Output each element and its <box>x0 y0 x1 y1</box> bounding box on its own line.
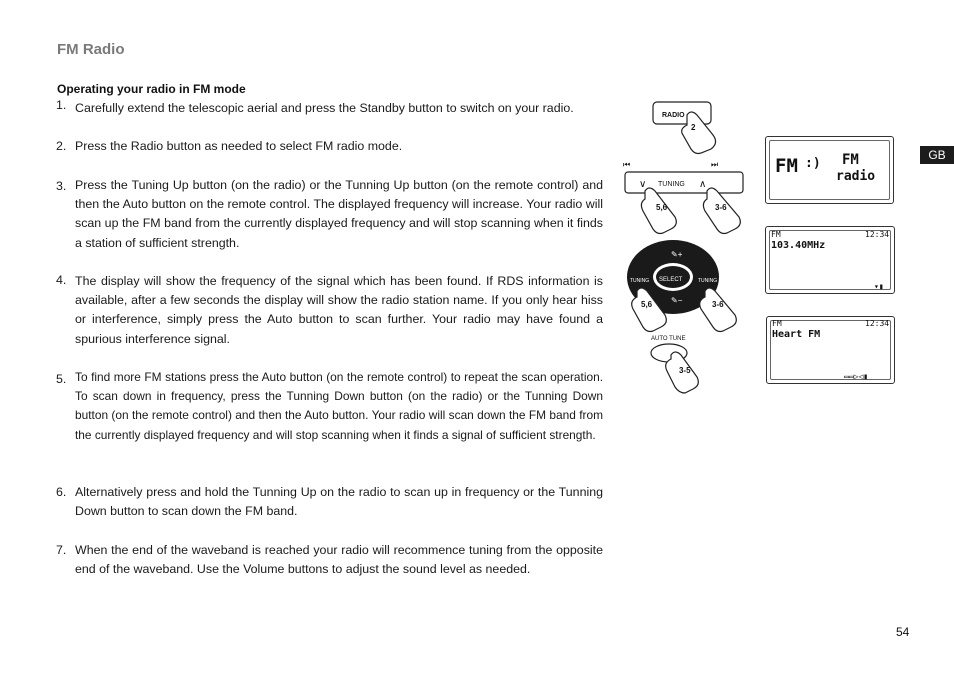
pointing-hand-icon <box>703 188 740 234</box>
step-number: 7. <box>56 543 67 557</box>
section-title: FM Radio <box>57 41 125 58</box>
step-number: 5. <box>56 372 67 386</box>
lcd-splash-mode: FM <box>775 155 798 177</box>
tuning-left-label: TUNING <box>630 278 650 284</box>
step-text: Carefully extend the telescopic aerial and press the Standby button to switch on your radio. <box>75 101 574 115</box>
auto-tune-step: 3-5 <box>679 366 691 375</box>
lcd-station-display <box>766 316 895 384</box>
tuning-bar-label: TUNING <box>658 181 685 188</box>
skip-back-icon: ⏮ <box>623 160 631 169</box>
step-number: 4. <box>56 273 67 287</box>
radio-button-label: RADIO <box>662 112 685 119</box>
step-number: 3. <box>56 179 67 193</box>
step-text: Press the Tuning Up button (on the radio) or the Tunning Up button (on the remote control) and then the Auto button on the remote control. The displayed frequency will increase. Your radio will scan up the FM band from the currently displayed frequency and will stop scanning when it finds a station of sufficient strength. <box>75 178 603 250</box>
lcd-mode: FM <box>771 230 781 239</box>
lcd-splash-display <box>765 136 894 204</box>
radio-waves-icon: :) <box>805 156 821 171</box>
step-text: To find more FM stations press the Auto button (on the remote control) to repeat the scan operation. To scan down in frequency, press the Tunning Down button (on the radio) or the Tunning Down button (on the remote control) and then the Auto button. Your radio will scan down the FM band from the currently displayed frequency and will stop scanning when it finds a signal of sufficient strength. <box>75 370 603 442</box>
step-text: Press the Radio button as needed to select FM radio mode. <box>75 139 403 153</box>
lcd-frequency: 103.40MHz <box>771 240 826 251</box>
page-number: 54 <box>896 625 910 639</box>
step-number: 1. <box>56 98 67 112</box>
lcd-station-name: Heart FM <box>772 329 821 340</box>
tuning-left-step: 5,6 <box>656 203 668 212</box>
remote-right-step: 3-6 <box>712 300 724 309</box>
skip-forward-icon: ⏭ <box>711 160 719 169</box>
lcd-splash-line2: radio <box>836 169 876 184</box>
lcd-time: 12:34 <box>865 319 890 328</box>
step-number: 2. <box>56 139 67 153</box>
tuning-right-label: TUNING <box>698 278 718 284</box>
volume-up-icon: ✎+ <box>671 250 683 259</box>
lcd-time: 12:34 <box>865 230 890 239</box>
chevron-down-icon: ∨ <box>639 179 647 190</box>
chevron-up-icon: ∧ <box>699 179 707 190</box>
tuning-bar <box>623 160 743 193</box>
pointing-hand-icon <box>700 288 737 332</box>
remote-left-step: 5,6 <box>641 300 653 309</box>
pointing-hand-icon <box>641 188 676 234</box>
signal-strength-icon: ▾▮ <box>874 282 884 291</box>
step-text: The display will show the frequency of the signal which has been found. If RDS information is available, after a few seconds the display will show the radio station name. If you only hear hiss or interference, simply press the Auto button to scan further. Your radio may have found a spurious interference signal. <box>75 274 603 346</box>
language-badge: GB <box>920 146 954 164</box>
lcd-mode: FM <box>772 319 782 328</box>
radio-step-label: 2 <box>691 123 696 132</box>
status-icons: ▭▭▷◁▮ <box>844 372 869 381</box>
pointing-hand-icon <box>666 352 699 393</box>
step-text: Alternatively press and hold the Tunning Up on the radio to scan up in frequency or the Tunning Down button to scan down the FM band. <box>75 485 603 519</box>
lcd-frequency-display <box>765 226 895 294</box>
auto-tune-label: AUTO TUNE <box>651 336 686 342</box>
lcd-splash-mode-small: FM <box>842 152 859 168</box>
select-label: SELECT <box>659 277 683 283</box>
step-text: When the end of the waveband is reached your radio will recommence tuning from the opposite end of the waveband. Use the Volume buttons to adjust the sound level as needed. <box>75 543 603 577</box>
volume-down-icon: ✎− <box>671 296 683 305</box>
tuning-right-step: 3-6 <box>715 203 727 212</box>
controls-illustration <box>615 95 755 395</box>
step-number: 6. <box>56 485 67 499</box>
subheading: Operating your radio in FM mode <box>57 82 246 96</box>
